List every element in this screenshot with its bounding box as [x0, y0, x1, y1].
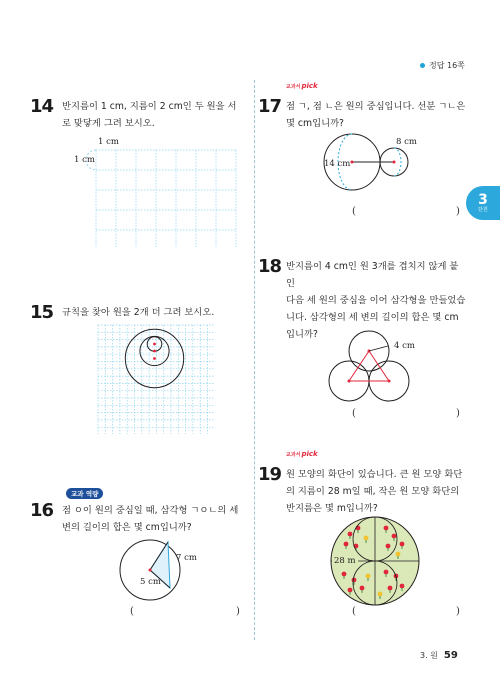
- question-16-answer-box[interactable]: [138, 604, 232, 620]
- question-19-number: 19: [258, 464, 282, 485]
- question-17-pick-text: pick: [301, 82, 318, 90]
- flower-icon: [366, 574, 371, 579]
- question-19-answer-open: (: [352, 606, 356, 617]
- center-point: [348, 380, 351, 383]
- question-17-pick-badge: [286, 82, 318, 90]
- center-point: [153, 357, 156, 360]
- question-19-text: [286, 466, 466, 517]
- question-19-answer-box[interactable]: [360, 604, 452, 620]
- center-point: [351, 161, 354, 164]
- question-14-grid-figure[interactable]: [70, 132, 240, 247]
- question-14-line1: 반지름이 1 cm, 지름이 2 cm인 두 원을 서: [62, 101, 237, 112]
- flower-icon: [384, 570, 389, 575]
- question-14-text: [62, 98, 252, 132]
- flower-icon: [364, 536, 369, 541]
- question-16-line2: 변의 길이의 합은 몇 cm입니까?: [62, 522, 192, 533]
- flower-icon: [352, 578, 357, 583]
- question-16-answer-open: (: [130, 606, 134, 617]
- question-16-badge: 교과 역량: [66, 488, 103, 499]
- question-15-grid-figure[interactable]: [96, 322, 214, 434]
- flower-icon: [378, 592, 383, 597]
- question-16-answer-close: ): [236, 606, 240, 617]
- question-17-label2: 14 cm: [324, 159, 351, 169]
- column-divider: [254, 80, 255, 640]
- flower-icon: [388, 586, 393, 591]
- question-18-answer-box[interactable]: [360, 406, 452, 422]
- flower-icon: [386, 544, 391, 549]
- question-17-answer-open: (: [352, 206, 356, 217]
- center-point: [153, 350, 156, 353]
- question-15-number: 15: [30, 302, 54, 323]
- center-point: [149, 569, 152, 572]
- question-18-figure: [326, 328, 436, 404]
- page-footer: [420, 650, 458, 661]
- question-19-line1: 원 모양의 화단이 있습니다. 큰 원 모양 화단: [286, 469, 463, 480]
- question-17-line2: 몇 cm입니까?: [286, 118, 344, 129]
- question-19-pick-badge: [286, 450, 318, 458]
- flower-icon: [392, 534, 397, 539]
- question-16-number: 16: [30, 500, 54, 521]
- flower-icon: [360, 586, 365, 591]
- flower-icon: [344, 542, 349, 547]
- question-16-text: [62, 502, 252, 536]
- chapter-tab: [466, 186, 500, 220]
- question-19-figure: [328, 514, 422, 608]
- question-14-number: 14: [30, 96, 54, 117]
- question-19-label1: 28 m: [334, 556, 356, 566]
- question-19-pick-text: pick: [301, 450, 318, 458]
- question-17-figure: [316, 128, 426, 200]
- question-19-line2: 의 지름이 28 m일 때, 작은 원 모양 화단의: [286, 486, 460, 497]
- question-19-answer-close: ): [456, 606, 460, 617]
- question-19-line3: 반지름은 몇 m입니까?: [286, 503, 378, 514]
- question-19-pick-small: 교과서: [286, 452, 301, 458]
- chapter-tab-number: 3: [478, 192, 488, 208]
- grid-14: [96, 150, 236, 247]
- question-18-line4: 입니까?: [286, 329, 318, 340]
- flower-icon: [400, 542, 405, 547]
- answer-reference: [420, 60, 465, 71]
- bullet-dot-icon: [420, 63, 425, 68]
- flower-icon: [400, 584, 405, 589]
- question-18-label1: 4 cm: [394, 341, 415, 351]
- flower-icon: [348, 588, 353, 593]
- answer-reference-text: 정답 16쪽: [429, 61, 465, 70]
- question-16-figure: [110, 536, 210, 604]
- question-17-pick-small: 교과서: [286, 84, 301, 90]
- page-number: 59: [443, 650, 458, 661]
- question-14-line2: 로 맞닿게 그려 보시오.: [62, 118, 155, 129]
- center-point: [393, 161, 396, 164]
- question-18-line2: 다음 세 원의 중심을 이어 삼각형을 만들었습: [286, 295, 466, 306]
- flower-icon: [396, 552, 401, 557]
- grid-15: [98, 325, 214, 434]
- question-17-number: 17: [258, 96, 282, 117]
- flower-icon: [342, 572, 347, 577]
- question-18-line1: 반지름이 4 cm인 원 3개를 겹치지 않게 붙인: [286, 261, 459, 289]
- question-14-label-left: 1 cm: [74, 155, 95, 165]
- chapter-tab-unit: 단원: [478, 207, 488, 213]
- question-15-line1: 규칙을 찾아 원을 2개 더 그려 보시오.: [62, 307, 215, 318]
- question-15-text: [62, 304, 252, 321]
- question-18-number: 18: [258, 256, 282, 277]
- flower-icon: [348, 532, 353, 537]
- question-16-label1: 7 cm: [176, 553, 197, 563]
- question-14-label-top: 1 cm: [98, 137, 119, 147]
- center-point: [388, 380, 391, 383]
- question-16-label2: 5 cm: [140, 577, 161, 587]
- center-point: [153, 343, 156, 346]
- question-17-line1: 점 ㄱ, 점 ㄴ은 원의 중심입니다. 선분 ㄱㄴ은: [286, 101, 466, 112]
- question-16-line1: 점 ㅇ이 원의 중심일 때, 삼각형 ㄱㅇㄴ의 세: [62, 505, 239, 516]
- question-17-text: [286, 98, 466, 132]
- question-17-label1: 8 cm: [396, 137, 417, 147]
- question-17-answer-box[interactable]: [360, 204, 452, 220]
- radius-line: [369, 346, 388, 351]
- flower-icon: [384, 526, 389, 531]
- question-18-line3: 니다. 삼각형의 세 변의 길이의 합은 몇 cm: [286, 312, 459, 323]
- footer-chapter: 3. 원: [420, 651, 438, 660]
- question-18-answer-close: ): [456, 408, 460, 419]
- question-18-answer-open: (: [352, 408, 356, 419]
- question-17-answer-close: ): [456, 206, 460, 217]
